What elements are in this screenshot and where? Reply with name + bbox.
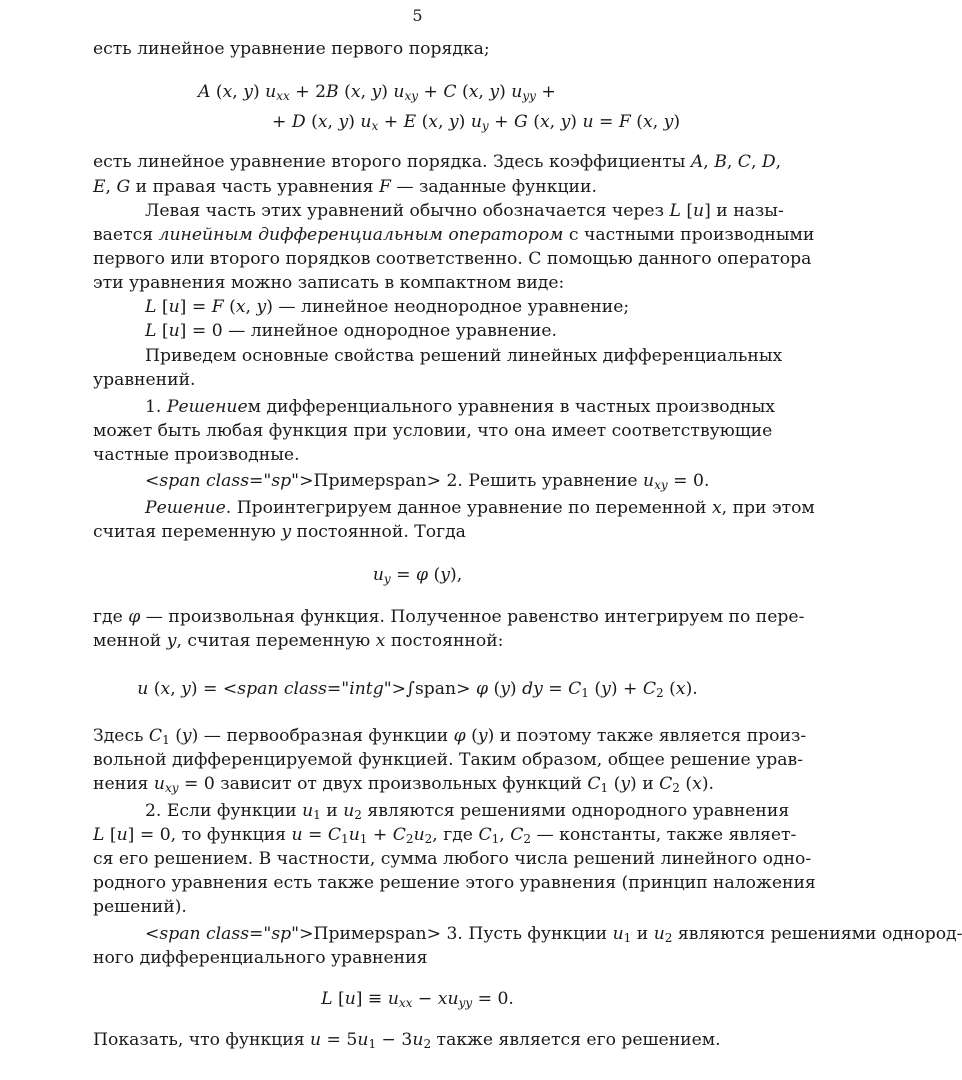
text-line: ного дифференциального уравнения xyxy=(93,948,428,968)
text-line: Здесь $C_1$ (y) — первообразная функции φ (y) и поэтому также является произ- xyxy=(93,726,807,747)
equation-line: A (x, y) $u_{xx} + 2B$ (x, y) $u_{xy} + C$ (x, y) $u_{yy}$ + xyxy=(198,82,556,103)
text-line: E, G и правая часть уравнения F — заданные функции. xyxy=(93,177,597,197)
text-line: есть линейное уравнение первого порядка; xyxy=(93,39,490,59)
text-line: 1. Решением дифференциального уравнения в частных производных xyxy=(145,397,775,417)
text-line: Левая часть этих уравнений обычно обозначается через L [u] и назы- xyxy=(145,201,784,221)
text-line: родного уравнения есть также решение этого уравнения (принцип наложения xyxy=(93,873,816,893)
text-line: L [u] = 0 — линейное однородное уравнение. xyxy=(145,321,557,341)
text-line: ся его решением. В частности, сумма любого числа решений линейного одно- xyxy=(93,849,812,869)
equation-line: $u_y = \varphi$ (y), xyxy=(372,565,463,586)
text-line: нения $u_{xy} = 0$ зависит от двух произвольных функций $C_1$ (y) и $C_2$ (x). xyxy=(93,774,714,795)
text-line: вольной дифференцируемой функцией. Таким образом, общее решение урав- xyxy=(93,750,803,770)
text-line: первого или второго порядков соответственно. С помощью данного оператора xyxy=(93,249,812,269)
text-line: решений). xyxy=(93,897,187,917)
text-line: Решение. Проинтегрируем данное уравнение по переменной x, при этом xyxy=(145,498,815,518)
page-number: 5 xyxy=(412,6,423,25)
text-line: есть линейное уравнение второго порядка. Здесь коэффициенты A, B, C, D, xyxy=(93,152,782,172)
text-line: где φ — произвольная функция. Полученное равенство интегрируем по пере- xyxy=(93,607,805,627)
example-heading: <span class="sp">Примерspan> 2. Решить уравнение $u_{xy} = 0$. xyxy=(145,471,710,492)
text-line: L [u] = 0, то функция $u = C_1u_1 + C_2u_2$, где $C_1$, $C_2$ — константы, также являет- xyxy=(93,825,797,846)
text-line: Приведем основные свойства решений линейных дифференциальных xyxy=(145,346,783,366)
equation-line: + D (x, y) $u_x + E$ (x, y) $u_y + G$ (x, y) u = F (x, y) xyxy=(272,112,681,133)
text-line: частные производные. xyxy=(93,445,300,465)
text-line: эти уравнения можно записать в компактном виде: xyxy=(93,273,565,293)
text-line: вается линейным дифференциальным оператором с частными производными xyxy=(93,225,815,245)
example-heading: <span class="sp">Примерspan> 3. Пусть функции $u_1$ и $u_2$ являются решениями однород- xyxy=(145,924,962,945)
text-line: Показать, что функция $u = 5u_1 - 3u_2$ также является его решением. xyxy=(93,1030,721,1051)
text-line: уравнений. xyxy=(93,370,196,390)
equation-line: u (x, y) = <span class="intg">∫span> φ (y) dy = $C_1$ $(y) + C_2$ (x). xyxy=(137,679,698,700)
equation-line: L $[u] \equiv u_{xx} - xu_{yy} = 0$. xyxy=(321,989,514,1010)
text-line: может быть любая функция при условии, что она имеет соответствующие xyxy=(93,421,773,441)
text-line: 2. Если функции $u_1$ и $u_2$ являются решениями однородного уравнения xyxy=(145,801,790,822)
text-line: считая переменную y постоянной. Тогда xyxy=(93,522,466,542)
text-line: менной y, считая переменную x постоянной: xyxy=(93,631,504,651)
text-line: L [u] = F (x, y) — линейное неоднородное уравнение; xyxy=(145,297,630,317)
